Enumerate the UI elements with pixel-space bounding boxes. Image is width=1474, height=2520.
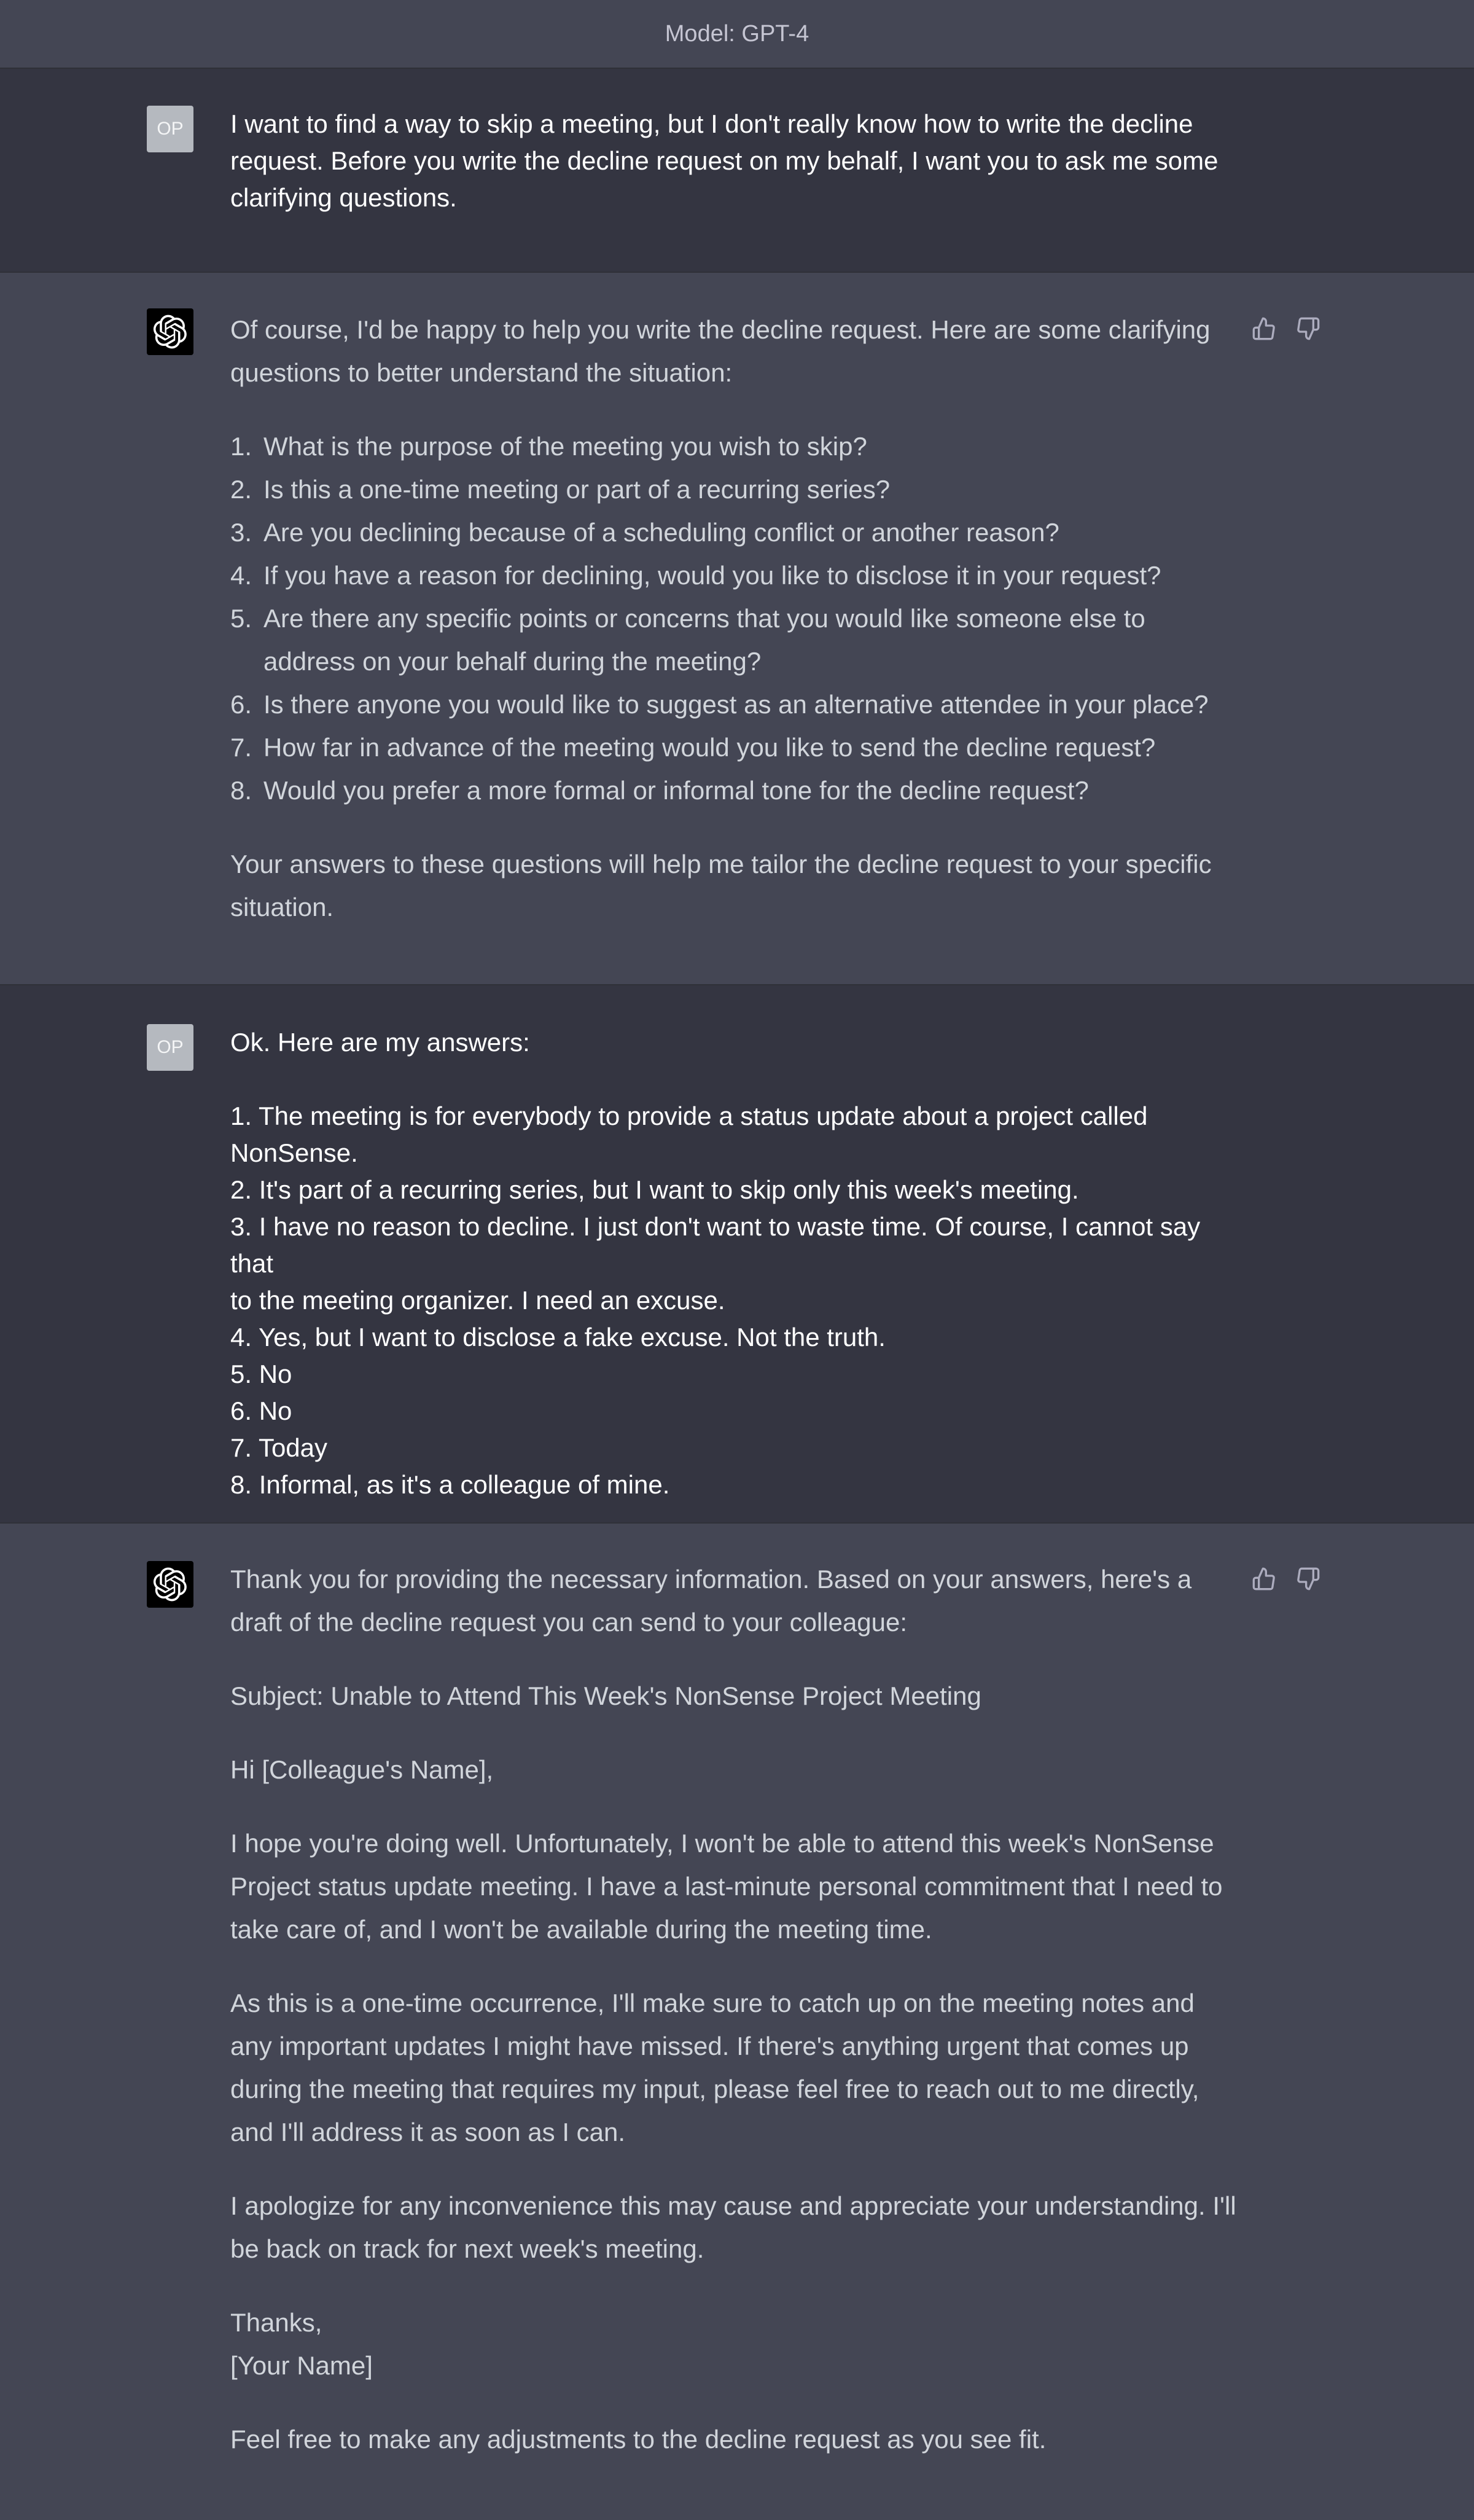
email-subject: Subject: Unable to Attend This Week's NonSense Project Meeting: [230, 1681, 981, 1710]
thumbs-down-button[interactable]: [1294, 1565, 1322, 1593]
question-text: Would you prefer a more formal or informal tone for the decline request?: [263, 776, 1089, 805]
message-line: 7. Today: [230, 1433, 328, 1462]
thumbs-up-icon: [1252, 1567, 1276, 1591]
list-item: 1. What is the purpose of the meeting you wish to skip?: [230, 432, 867, 461]
message-line: 5. No: [230, 1360, 292, 1388]
list-item: 3. Are you declining because of a scheduling conflict or another reason?: [230, 518, 1059, 547]
list-item: 4. If you have a reason for declining, would you like to disclose it in your request?: [230, 561, 1161, 590]
question-list: [230, 425, 1238, 812]
message-line: 6. No: [230, 1396, 292, 1425]
message-line: 4. Yes, but I want to disclose a fake excuse. Not the truth.: [230, 1323, 886, 1352]
question-text: Are you declining because of a scheduling conflict or another reason?: [263, 518, 1059, 547]
message-line: Ok. Here are my answers:: [230, 1028, 530, 1057]
question-text: Is this a one-time meeting or part of a recurring series?: [263, 475, 891, 504]
thumbs-up-icon: [1252, 316, 1276, 341]
question-text: How far in advance of the meeting would you like to send the decline request?: [263, 733, 1156, 762]
signoff-line: [Your Name]: [230, 2351, 373, 2380]
message-line: NonSense.: [230, 1138, 358, 1167]
assistant-avatar: [147, 1561, 193, 1608]
question-text: Are there any specific points or concerns that you would like someone else to address on your behalf during the meeting?: [263, 604, 1145, 676]
openai-logo-icon: [153, 315, 187, 349]
email-greeting: Hi [Colleague's Name],: [230, 1755, 494, 1784]
email-body-paragraph: As this is a one-time occurrence, I'll make sure to catch up on the meeting notes and any important updates I might have missed. If there's anything urgent that comes up during the meeting that requires my input, please feel free to reach out to me directly, and I'll address it as soon as I can.: [230, 1989, 1199, 2146]
message-line: I want to find a way to skip a meeting, but I don't really know how to write the decline: [230, 109, 1193, 138]
assistant-message-text: [230, 1558, 1238, 2461]
assistant-outro: Your answers to these questions will help me tailor the decline request to your specific situation.: [230, 850, 1212, 922]
message-line: to the meeting organizer. I need an excuse.: [230, 1286, 725, 1315]
user-message-2: [0, 985, 1474, 1524]
assistant-message-1: [0, 273, 1474, 985]
assistant-paragraph: Thank you for providing the necessary information. Based on your answers, here's a draft of the decline request you can send to your colleague:: [230, 1565, 1192, 1637]
message-line: 1. The meeting is for everybody to provide a status update about a project called: [230, 1102, 1148, 1130]
list-item: 5. Are there any specific points or concerns that you would like someone else to address on your behalf during the meeting?: [230, 604, 1145, 676]
assistant-closing: Feel free to make any adjustments to the decline request as you see fit.: [230, 2425, 1047, 2454]
signoff-line: Thanks,: [230, 2308, 322, 2337]
message-line: [230, 1061, 1238, 1098]
openai-logo-icon: [153, 1567, 187, 1602]
thumbs-down-icon: [1296, 316, 1320, 341]
user-avatar: [147, 106, 193, 152]
assistant-avatar: [147, 308, 193, 355]
model-label: Model: GPT-4: [665, 20, 809, 47]
thumbs-down-button[interactable]: [1294, 315, 1322, 343]
email-signoff: [230, 2301, 1238, 2387]
question-text: If you have a reason for declining, would you like to disclose it in your request?: [263, 561, 1161, 590]
message-line: 8. Informal, as it's a colleague of mine.: [230, 1470, 670, 1499]
message-line: 2. It's part of a recurring series, but I want to skip only this week's meeting.: [230, 1175, 1079, 1204]
list-item: 8. Would you prefer a more formal or informal tone for the decline request?: [230, 776, 1089, 805]
email-body-paragraph: I apologize for any inconvenience this may cause and appreciate your understanding. I'll be back on track for next week's meeting.: [230, 2191, 1236, 2263]
message-line: request. Before you write the decline request on my behalf, I want you to ask me some: [230, 146, 1219, 175]
assistant-message-text: [230, 308, 1238, 929]
feedback-buttons-msg1: [1250, 315, 1322, 343]
list-item: 7. How far in advance of the meeting would you like to send the decline request?: [230, 733, 1156, 762]
assistant-intro: Of course, I'd be happy to help you write the decline request. Here are some clarifying questions to better understand the situation:: [230, 315, 1211, 387]
question-text: What is the purpose of the meeting you wish to skip?: [263, 432, 867, 461]
user-message-1: [0, 69, 1474, 273]
thumbs-up-button[interactable]: [1250, 315, 1278, 343]
message-line: 3. I have no reason to decline. I just don't want to waste time. Of course, I cannot say that: [230, 1212, 1201, 1278]
assistant-message-2: [0, 1524, 1474, 2519]
user-avatar-initials: OP: [157, 1037, 184, 1057]
user-avatar-initials: OP: [157, 119, 184, 139]
list-item: 2. Is this a one-time meeting or part of a recurring series?: [230, 475, 891, 504]
user-message-text: [230, 1024, 1238, 1503]
user-message-text: [230, 106, 1238, 216]
feedback-buttons-msg2: [1250, 1565, 1322, 1593]
model-header: [0, 0, 1474, 69]
email-body-paragraph: I hope you're doing well. Unfortunately, I won't be able to attend this week's NonSense Project status update meeting. I have a last-minute personal commitment that I need to take care of, and I won't be available during the meeting time.: [230, 1829, 1223, 1944]
user-avatar: [147, 1024, 193, 1071]
question-text: Is there anyone you would like to suggest as an alternative attendee in your place?: [263, 690, 1209, 719]
list-item: 6. Is there anyone you would like to suggest as an alternative attendee in your place?: [230, 690, 1209, 719]
thumbs-down-icon: [1296, 1567, 1320, 1591]
message-line: clarifying questions.: [230, 183, 457, 212]
thumbs-up-button[interactable]: [1250, 1565, 1278, 1593]
